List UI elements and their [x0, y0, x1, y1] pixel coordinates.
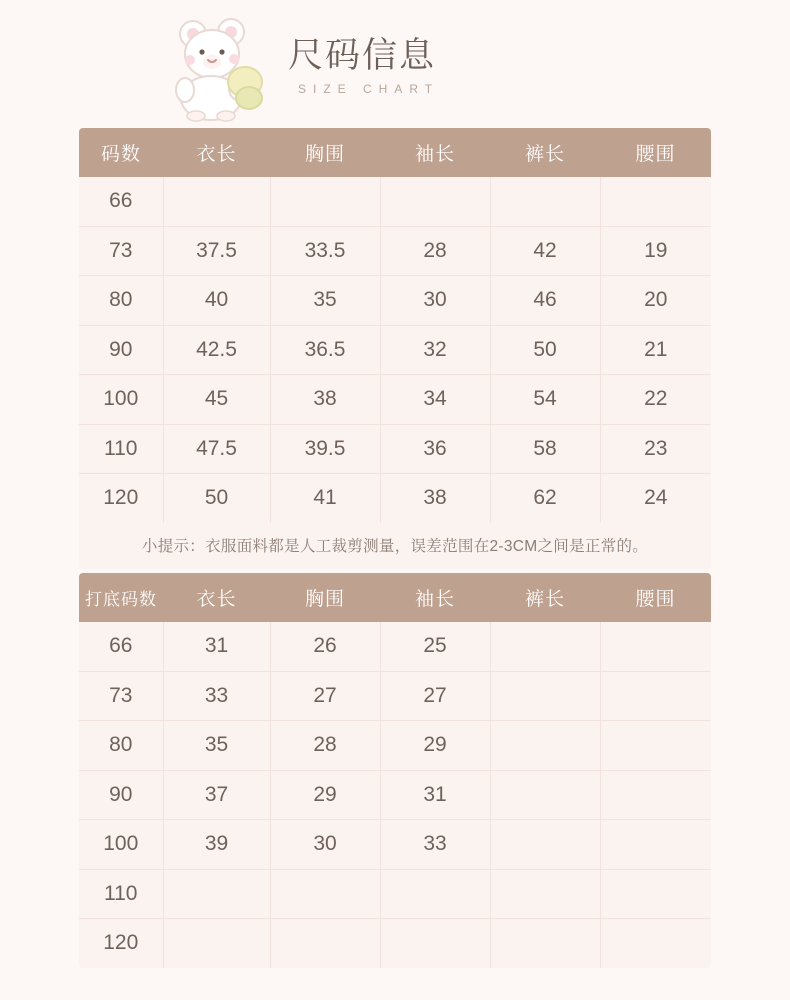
cell-pants: 42: [490, 226, 600, 276]
cell-sleeve: 36: [380, 424, 490, 474]
col-header-bust: 胸围: [270, 128, 380, 177]
cell-waist: 21: [600, 325, 711, 375]
cell-pants: [490, 919, 600, 968]
cell-size: 90: [79, 770, 163, 820]
col-header-waist: 腰围: [600, 573, 711, 622]
size-table-main: [79, 128, 711, 523]
cell-length: [163, 919, 270, 968]
table-row: [79, 177, 711, 226]
cell-size: 110: [79, 869, 163, 919]
cell-waist: 23: [600, 424, 711, 474]
col-header-pants: 裤长: [490, 573, 600, 622]
col-header-waist: 腰围: [600, 128, 711, 177]
cell-bust: [270, 919, 380, 968]
cell-length: 42.5: [163, 325, 270, 375]
cell-sleeve: 27: [380, 671, 490, 721]
cell-waist: [600, 919, 711, 968]
cell-bust: 38: [270, 375, 380, 425]
cell-bust: 30: [270, 820, 380, 870]
table-row: [79, 770, 711, 820]
size-table-base-layer: [79, 573, 711, 968]
page-header: [0, 0, 790, 125]
table-row: [79, 820, 711, 870]
table-row: [79, 226, 711, 276]
cell-waist: [600, 820, 711, 870]
cell-length: [163, 869, 270, 919]
cell-pants: 54: [490, 375, 600, 425]
cell-pants: [490, 869, 600, 919]
table-row: [79, 919, 711, 968]
cell-pants: [490, 177, 600, 226]
cell-size: 100: [79, 820, 163, 870]
cell-bust: 36.5: [270, 325, 380, 375]
cell-sleeve: 34: [380, 375, 490, 425]
table-row: [79, 622, 711, 671]
cell-sleeve: [380, 177, 490, 226]
table-row: [79, 375, 711, 425]
table-header-row: [79, 573, 711, 622]
cell-size: 73: [79, 226, 163, 276]
col-header-size: 码数: [79, 128, 163, 177]
table-header-row: [79, 128, 711, 177]
page-title-en: SIZE CHART: [298, 82, 440, 96]
bear-illustration-icon: [163, 12, 278, 122]
cell-length: [163, 177, 270, 226]
cell-length: 45: [163, 375, 270, 425]
table-row: [79, 424, 711, 474]
cell-sleeve: [380, 869, 490, 919]
cell-size: 90: [79, 325, 163, 375]
table-row: [79, 869, 711, 919]
cell-sleeve: 32: [380, 325, 490, 375]
cell-waist: 19: [600, 226, 711, 276]
col-header-pants: 裤长: [490, 128, 600, 177]
cell-pants: 62: [490, 474, 600, 523]
cell-waist: 20: [600, 276, 711, 326]
cell-bust: 27: [270, 671, 380, 721]
table-row: [79, 325, 711, 375]
cell-pants: [490, 820, 600, 870]
col-header-base-size: 打底码数: [79, 573, 163, 622]
cell-pants: 46: [490, 276, 600, 326]
cell-waist: [600, 622, 711, 671]
cell-bust: [270, 869, 380, 919]
cell-length: 37.5: [163, 226, 270, 276]
col-header-length: 衣长: [163, 128, 270, 177]
cell-pants: [490, 770, 600, 820]
cell-size: 80: [79, 276, 163, 326]
cell-waist: [600, 671, 711, 721]
cell-sleeve: 33: [380, 820, 490, 870]
page-title: [288, 34, 439, 96]
cell-length: 33: [163, 671, 270, 721]
cell-waist: 22: [600, 375, 711, 425]
cell-size: 110: [79, 424, 163, 474]
cell-waist: [600, 869, 711, 919]
cell-size: 73: [79, 671, 163, 721]
cell-bust: 26: [270, 622, 380, 671]
cell-waist: [600, 177, 711, 226]
table-row: [79, 474, 711, 523]
cell-bust: 28: [270, 721, 380, 771]
cell-length: 31: [163, 622, 270, 671]
table-row: [79, 721, 711, 771]
cell-length: 37: [163, 770, 270, 820]
cell-length: 35: [163, 721, 270, 771]
size-table-card-main: [79, 128, 711, 569]
col-header-length: 衣长: [163, 573, 270, 622]
cell-bust: 33.5: [270, 226, 380, 276]
cell-waist: [600, 770, 711, 820]
page-title-cn: 尺码信息: [288, 36, 437, 75]
size-table-card-base-layer: [79, 573, 711, 968]
cell-length: 39: [163, 820, 270, 870]
cell-sleeve: 30: [380, 276, 490, 326]
cell-size: 80: [79, 721, 163, 771]
table-row: [79, 276, 711, 326]
cell-waist: 24: [644, 486, 668, 510]
cell-pants: [490, 721, 600, 771]
cell-sleeve: 38: [380, 474, 490, 523]
cell-length: 47.5: [163, 424, 270, 474]
cell-sleeve: 25: [380, 622, 490, 671]
col-header-bust: 胸围: [270, 573, 380, 622]
cell-size: 66: [79, 177, 163, 226]
cell-sleeve: 29: [380, 721, 490, 771]
cell-size: 66: [79, 622, 163, 671]
cell-pants: 58: [490, 424, 600, 474]
col-header-sleeve: 袖长: [380, 128, 490, 177]
cell-bust: 35: [270, 276, 380, 326]
cell-sleeve: 31: [380, 770, 490, 820]
cell-bust: 41: [270, 474, 380, 523]
cell-length: 50: [163, 474, 270, 523]
col-header-sleeve: 袖长: [380, 573, 490, 622]
cell-bust: 29: [270, 770, 380, 820]
cell-bust: 39.5: [270, 424, 380, 474]
cell-waist: [600, 721, 711, 771]
cell-pants: [490, 671, 600, 721]
cell-size: 100: [79, 375, 163, 425]
cell-length: 40: [163, 276, 270, 326]
cell-size: 120: [79, 474, 163, 523]
table-row: [79, 671, 711, 721]
cell-bust: [270, 177, 380, 226]
measurement-note: 小提示：衣服面料都是人工裁剪测量，误差范围在2-3CM之间是正常的。: [141, 537, 649, 555]
cell-size: 120: [79, 919, 163, 968]
cell-sleeve: 28: [380, 226, 490, 276]
cell-pants: [490, 622, 600, 671]
cell-sleeve: [380, 919, 490, 968]
cell-pants: 50: [490, 325, 600, 375]
